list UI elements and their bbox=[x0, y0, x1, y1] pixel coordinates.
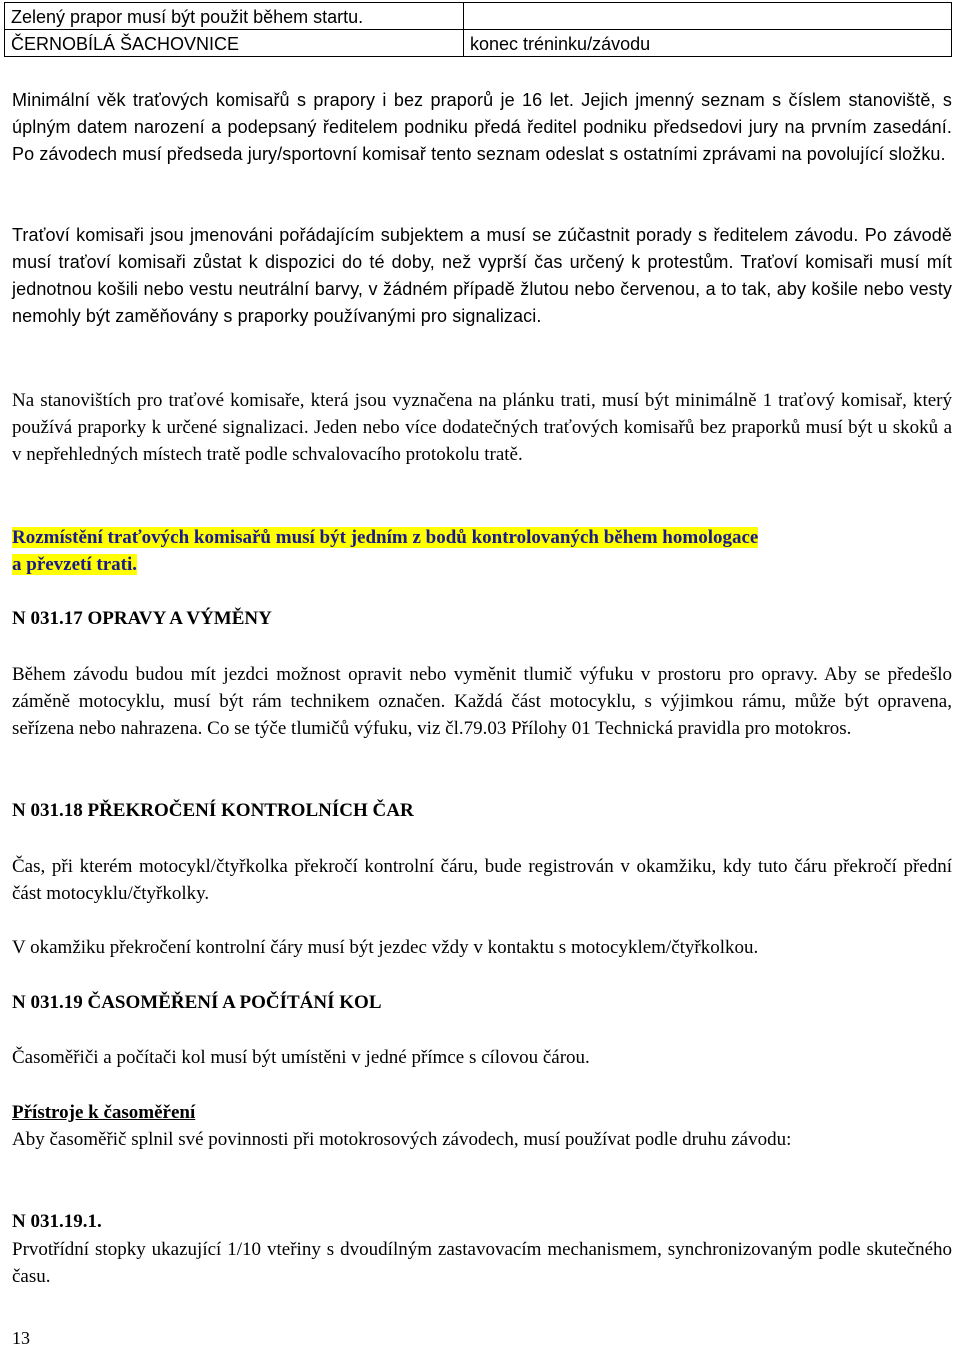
paragraph-timekeepers: Časoměřiči a počítači kol musí být umístěni v jedné přímce s cílovou čárou. bbox=[12, 1047, 590, 1068]
paragraph-repairs: Během závodu budou mít jezdci možnost opravit nebo vyměnit tlumič výfuku v prostoru pro opravy. Aby se předešlo záměně motocyklu, musí být rám technikem označen. Každá část motocyklu, s výjimkou rámu, může být opravena, seřízena nebo nahrazena. Co se týče tlumičů výfuku, viz čl.79.03 Přílohy 01 Technická pravidla pro motokros. bbox=[12, 664, 952, 739]
highlighted-text: Rozmístění traťových komisařů musí být jedním z bodů kontrolovaných během homologace bbox=[12, 527, 759, 548]
table-cell: ČERNOBÍLÁ ŠACHOVNICE bbox=[5, 30, 464, 57]
paragraph-contact: V okamžiku překročení kontrolní čáry musí být jezdec vždy v kontaktu s motocyklem/čtyřkolkou. bbox=[12, 937, 759, 958]
table-cell: konec tréninku/závodu bbox=[464, 30, 952, 57]
paragraph-stopwatch: Prvotřídní stopky ukazující 1/10 vteřiny s dvoudílným zastavovacím mechanismem, synchronizovaným podle skutečného času. bbox=[12, 1239, 952, 1287]
subheading: Přístroje k časoměření bbox=[12, 1102, 196, 1123]
table-row bbox=[5, 30, 952, 57]
paragraph-stations: Na stanovištích pro traťové komisaře, která jsou vyznačena na plánku trati, musí být minimálně 1 traťový komisař, který používá praporky k určené signalizaci. Jeden nebo více dodatečných traťových komisařů bez praporků musí být u skoků a v nepřehledných místech tratě podle schvalovacího protokolu tratě. bbox=[12, 390, 952, 465]
paragraph-crossing-time: Čas, při kterém motocykl/čtyřkolka překročí kontrolní čáru, bude registrován v okamžiku, kdy tuto čáru překročí přední část motocyklu/čtyřkolky. bbox=[12, 856, 952, 904]
flag-table bbox=[4, 2, 952, 57]
page-number: 13 bbox=[12, 1328, 30, 1348]
section-heading: N 031.18 PŘEKROČENÍ KONTROLNÍCH ČAR bbox=[12, 800, 414, 821]
table-row bbox=[5, 3, 952, 30]
highlighted-text: a převzetí trati. bbox=[12, 554, 138, 575]
paragraph-min-age: Minimální věk traťových komisařů s prapory i bez praporů je 16 let. Jejich jmenný seznam s číslem stanoviště, s úplným datem narození a podepsaný ředitelem podniku předá ředitel podniku předsedovi jury na prvním zasedání. Po závodech musí předseda jury/sportovní komisař tento seznam odeslat s ostatními zprávami na povolující složku. bbox=[12, 90, 952, 164]
section-heading: N 031.19.1. bbox=[12, 1211, 102, 1232]
section-heading: N 031.19 ČASOMĚŘENÍ A POČÍTÁNÍ KOL bbox=[12, 992, 382, 1013]
section-heading: N 031.17 OPRAVY A VÝMĚNY bbox=[12, 608, 272, 629]
paragraph-appointment: Traťoví komisaři jsou jmenováni pořádajícím subjektem a musí se zúčastnit porady s ředitelem závodu. Po závodě musí traťoví komisaři zůstat k dispozici do té doby, než vyprší čas určený k protestům. Traťoví komisaři musí mít jednotnou košili nebo vestu neutrální barvy, v žádném případě žlutou nebo červenou, a to tak, aby košile nebo vesty nemohly být zaměňovány s praporky používanými pro signalizaci. bbox=[12, 225, 952, 326]
highlighted-note bbox=[12, 524, 952, 578]
paragraph-devices: Aby časoměřič splnil své povinnosti při motokrosových závodech, musí používat podle druhu závodu: bbox=[12, 1129, 792, 1150]
table-cell: Zelený prapor musí být použit během startu. bbox=[5, 3, 464, 30]
table-cell bbox=[464, 3, 952, 30]
